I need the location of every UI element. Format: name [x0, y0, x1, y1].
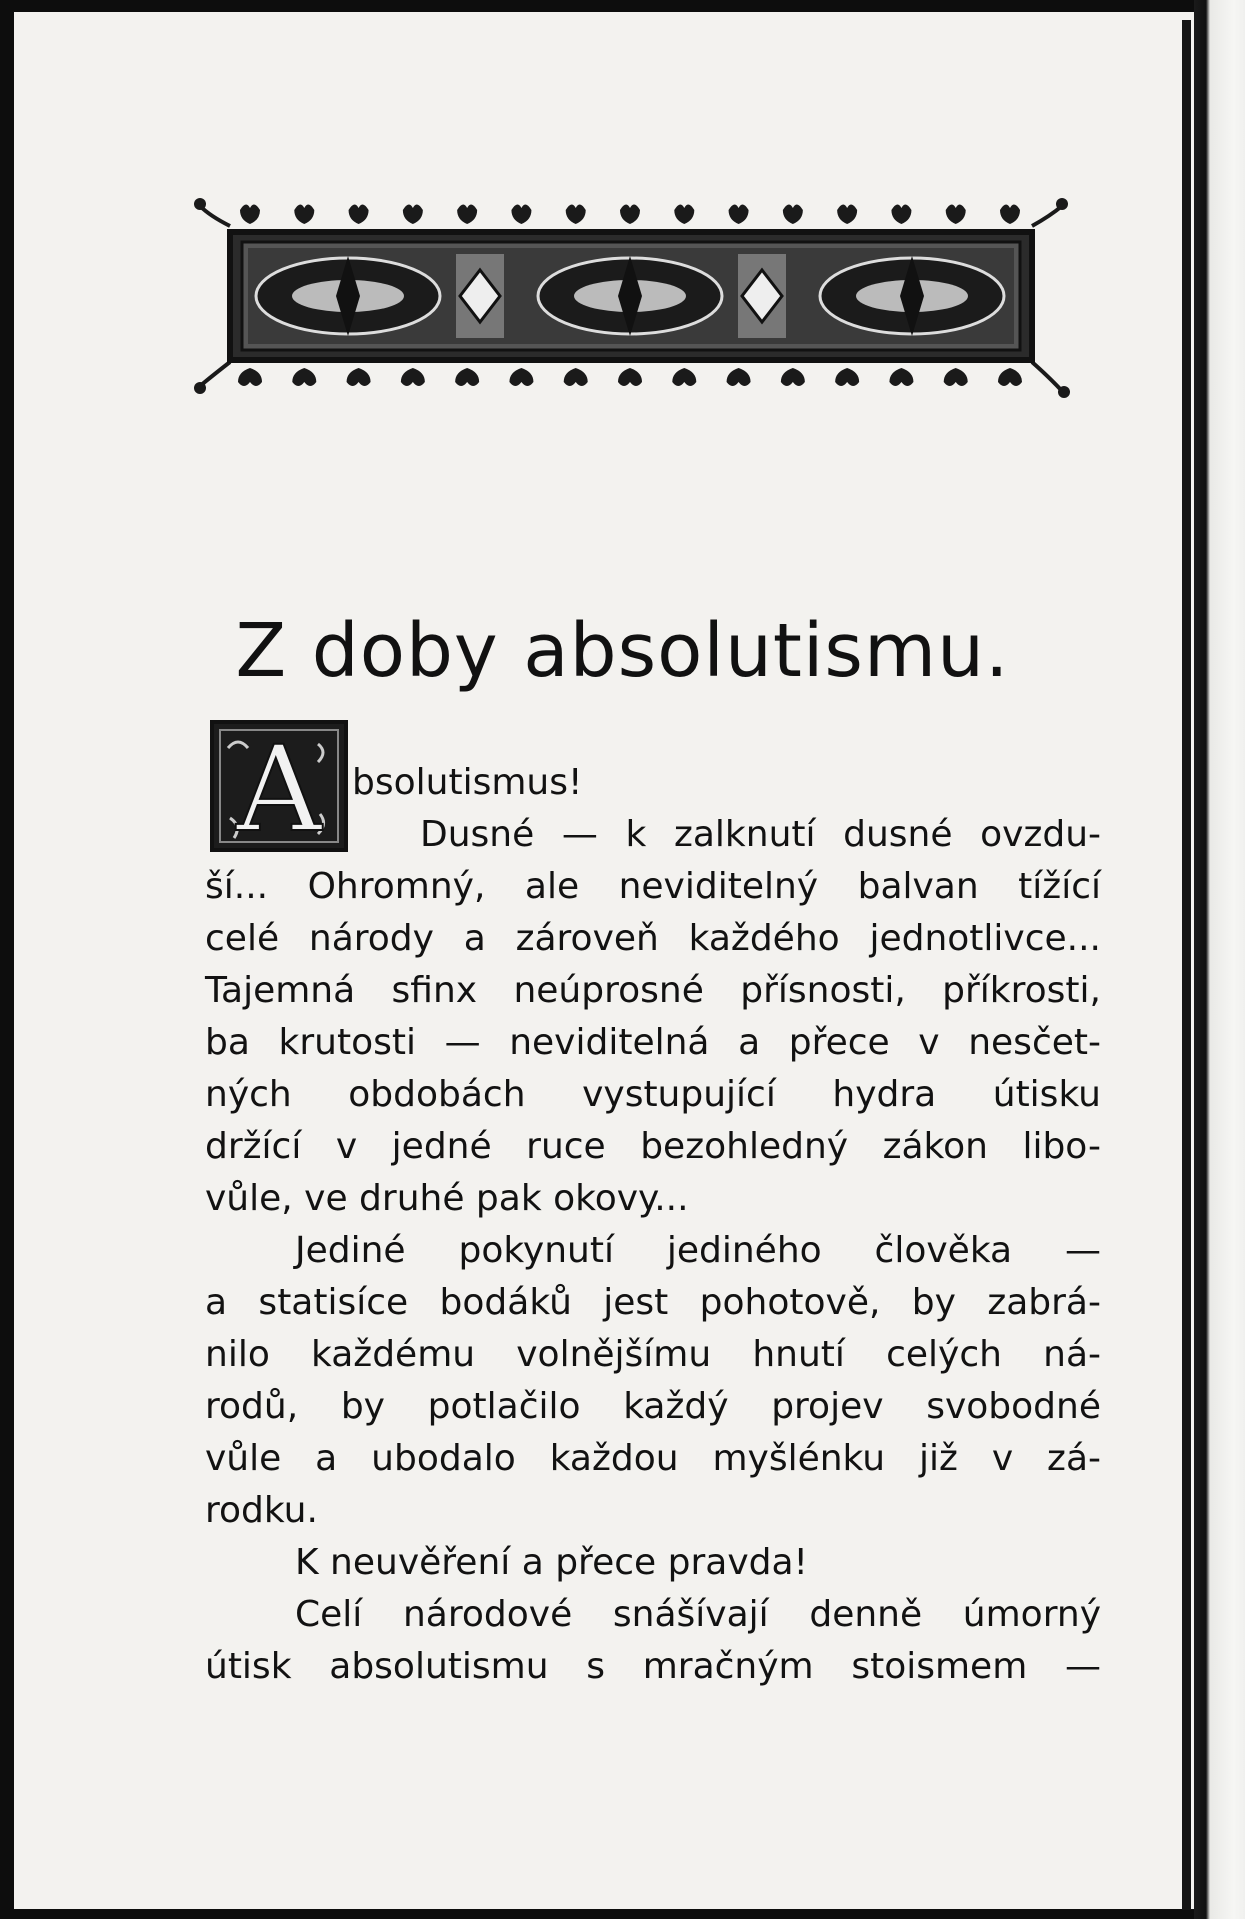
fleuron-icon [238, 368, 262, 386]
fleuron-icon [889, 368, 913, 386]
drop-cap-letter: A [236, 720, 322, 854]
fleuron-icon [509, 368, 533, 386]
fleuron-icon [566, 204, 586, 224]
text-line: celé národy a zároveň každého jednotlivce... [205, 918, 1101, 959]
text-line: ší... Ohromný, ale neviditelný balvan tížící [205, 866, 1101, 907]
text-line: ba krutosti — neviditelná a přece v nesčet- [205, 1022, 1101, 1063]
fleuron-icon [1000, 204, 1020, 224]
fleuron-icon [835, 368, 859, 386]
text-line: K neuvěření a přece pravda! [295, 1542, 808, 1583]
text-line: bsolutismus! [352, 762, 583, 803]
medallion-left [256, 256, 440, 336]
text-line: Tajemná sfinx neúprosné přísnosti, příkrosti, [205, 970, 1101, 1011]
fleuron-icon [837, 204, 857, 224]
fleuron-icon [672, 368, 696, 386]
text-line: držící v jedné ruce bezohledný zákon libo- [205, 1126, 1101, 1167]
fleuron-icon [240, 204, 260, 224]
top-fleuron-row [240, 204, 1020, 224]
fleuron-icon [891, 204, 911, 224]
fleuron-icon [564, 368, 588, 386]
medallion-right [820, 256, 1004, 336]
text-line: rodů, by potlačilo každý projev svobodné [205, 1386, 1101, 1427]
text-line: Celí národové snášívají denně úmorný [295, 1594, 1101, 1635]
book-gutter [1194, 0, 1245, 1919]
text-line: vůle a ubodalo každou myšlénku již v zá- [205, 1438, 1101, 1479]
fleuron-icon [944, 368, 968, 386]
fleuron-icon [401, 368, 425, 386]
fleuron-icon [292, 368, 316, 386]
drop-cap [208, 718, 350, 854]
fleuron-icon [729, 204, 749, 224]
fleuron-icon [455, 368, 479, 386]
fleuron-icon [294, 204, 314, 224]
diamond-left [456, 254, 504, 338]
text-line: Jediné pokynutí jediného člověka — [295, 1230, 1101, 1271]
fleuron-icon [618, 368, 642, 386]
ornamental-headpiece [190, 186, 1072, 408]
fleuron-icon [349, 204, 369, 224]
fleuron-icon [674, 204, 694, 224]
medallion-center [538, 256, 722, 336]
fleuron-icon [403, 204, 423, 224]
fleuron-icon [998, 368, 1022, 386]
diamond-right [738, 254, 786, 338]
fleuron-icon [781, 368, 805, 386]
fleuron-icon [457, 204, 477, 224]
fleuron-icon [946, 204, 966, 224]
binding-edge [1182, 20, 1191, 1910]
fleuron-icon [783, 204, 803, 224]
chapter-title: Z doby absolutismu. [235, 608, 1010, 694]
fleuron-icon [347, 368, 371, 386]
text-line: rodku. [205, 1490, 318, 1531]
text-line: útisk absolutismu s mračným stoismem — [205, 1646, 1101, 1687]
text-line: Dusné — k zalknutí dusné ovzdu- [420, 814, 1101, 855]
text-line: nilo každému volnějšímu hnutí celých ná- [205, 1334, 1101, 1375]
text-line: a statisíce bodáků jest pohotově, by zabrá- [205, 1282, 1101, 1323]
text-line: vůle, ve druhé pak okovy... [205, 1178, 689, 1219]
fleuron-icon [511, 204, 531, 224]
fleuron-icon [620, 204, 640, 224]
text-line: ných obdobách vystupující hydra útisku [205, 1074, 1101, 1115]
fleuron-icon [727, 368, 751, 386]
bottom-fleuron-row [238, 368, 1022, 386]
